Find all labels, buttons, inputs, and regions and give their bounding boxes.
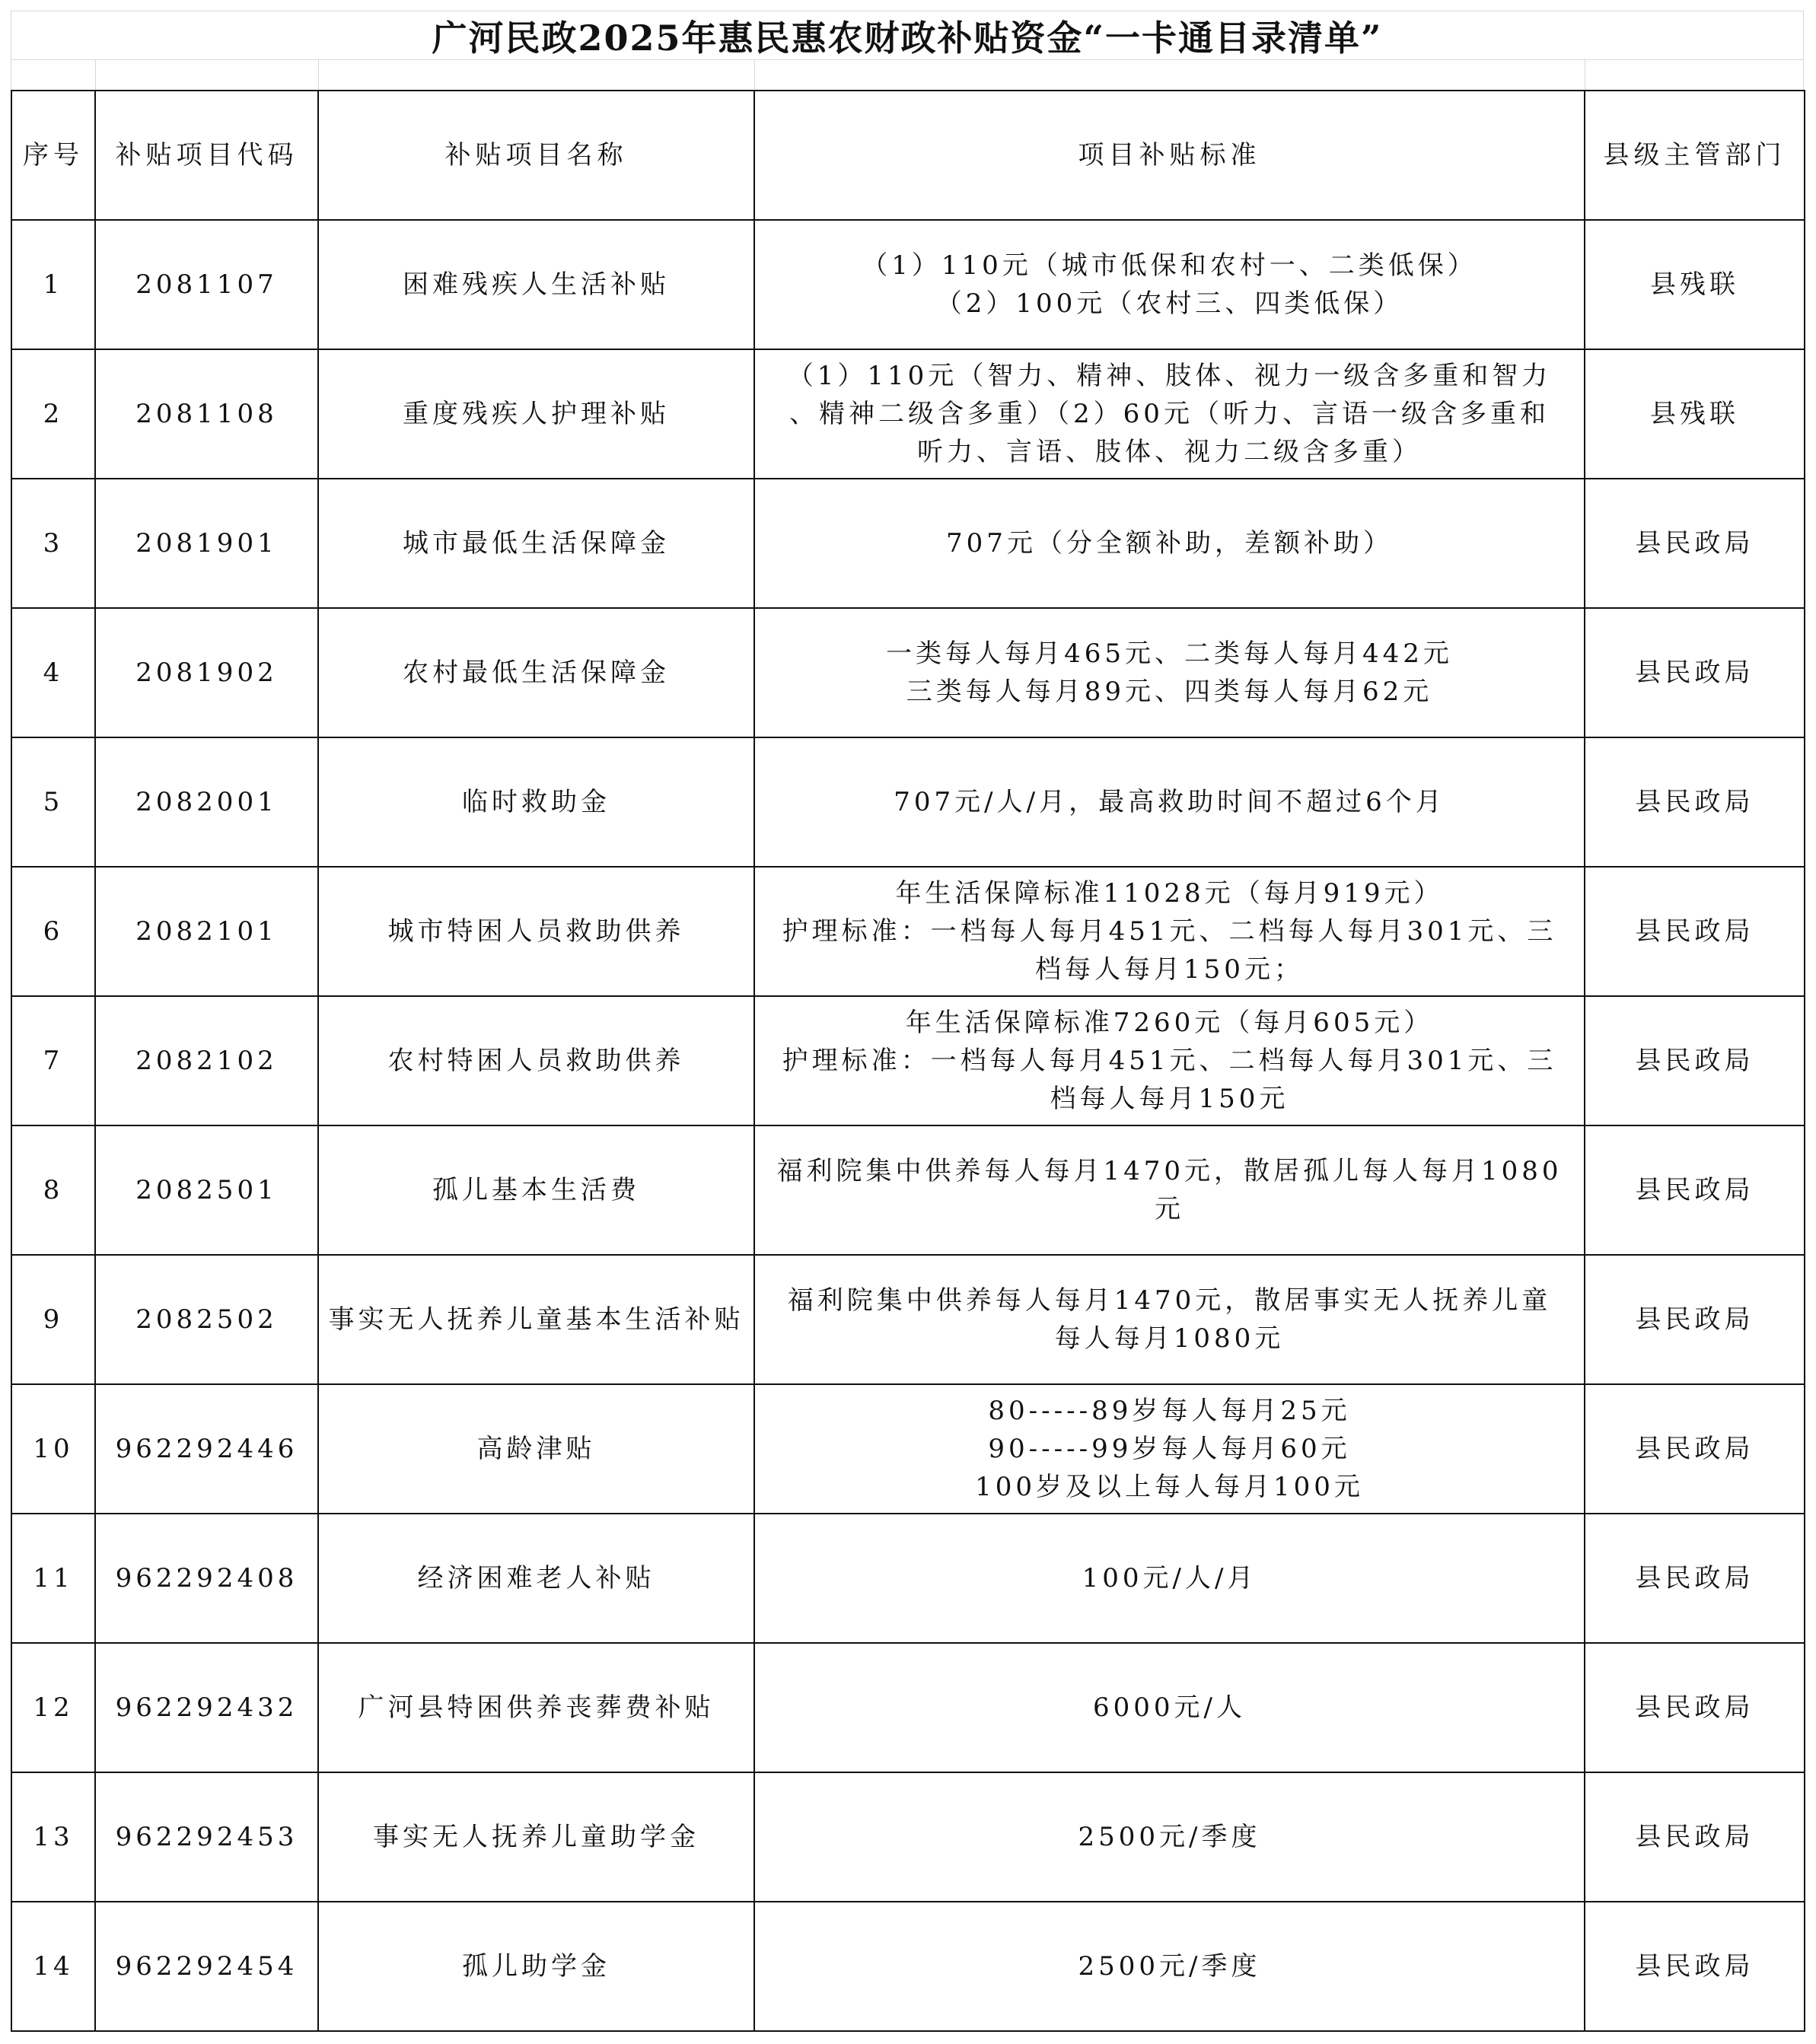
standard-line: 6000元/人: [1093, 1692, 1246, 1723]
cell-project-code: 2081902: [95, 608, 318, 737]
standard-line: 年生活保障标准11028元（每月919元）: [895, 878, 1444, 909]
blank-spacer-row: [11, 59, 1804, 90]
cell-project-code: 2082101: [95, 867, 318, 996]
header-cell-no: 序号: [11, 91, 95, 220]
standard-line: 707元/人/月，最高救助时间不超过6个月: [894, 787, 1445, 817]
cell-project-name: 城市特困人员救助供养: [318, 867, 754, 996]
cell-subsidy-standard: [754, 349, 1585, 479]
cell-department: 县民政局: [1585, 867, 1805, 996]
standard-line: 2500元/季度: [1078, 1951, 1261, 1982]
cell-project-name: 广河县特困供养丧葬费补贴: [318, 1643, 754, 1772]
cell-project-name: 城市最低生活保障金: [318, 479, 754, 608]
cell-department: 县残联: [1585, 220, 1805, 349]
standard-line: 一类每人每月465元、二类每人每月442元: [886, 638, 1453, 669]
standard-line: （2）100元（农村三、四类低保）: [935, 288, 1403, 319]
cell-project-name: 事实无人抚养儿童基本生活补贴: [318, 1255, 754, 1384]
cell-serial-no: 13: [11, 1772, 95, 1902]
cell-project-code: 962292453: [95, 1772, 318, 1902]
cell-project-code: 2081108: [95, 349, 318, 479]
cell-serial-no: 1: [11, 220, 95, 349]
standard-line: （1）110元（智力、精神、肢体、视力一级含多重和智力: [787, 361, 1552, 391]
cell-subsidy-standard: [754, 479, 1585, 608]
table-row: [11, 1643, 1805, 1772]
cell-project-code: 2082501: [95, 1125, 318, 1255]
table-row: [11, 996, 1805, 1125]
cell-department: 县民政局: [1585, 1902, 1805, 2031]
cell-department: 县民政局: [1585, 608, 1805, 737]
standard-line: 90-----99岁每人每月60元: [988, 1434, 1351, 1464]
standard-line: 护理标准：一档每人每月451元、二档每人每月301元、三: [782, 1046, 1557, 1076]
page-title: 广河民政2025年惠民惠农财政补贴资金“一卡通目录清单”: [432, 17, 1383, 59]
cell-serial-no: 11: [11, 1514, 95, 1643]
cell-project-name: 经济困难老人补贴: [318, 1514, 754, 1643]
cell-serial-no: 8: [11, 1125, 95, 1255]
header-cell-standard: 项目补贴标准: [754, 91, 1585, 220]
standard-line: 档每人每月150元: [1050, 1084, 1289, 1114]
cell-department: 县民政局: [1585, 737, 1805, 867]
cell-project-code: 2082001: [95, 737, 318, 867]
cell-department: 县民政局: [1585, 996, 1805, 1125]
standard-line: 每人每月1080元: [1054, 1323, 1285, 1354]
cell-subsidy-standard: [754, 1902, 1585, 2031]
cell-subsidy-standard: [754, 608, 1585, 737]
cell-project-code: 2081901: [95, 479, 318, 608]
cell-serial-no: 10: [11, 1384, 95, 1514]
table-row: [11, 608, 1805, 737]
spreadsheet-page: [11, 11, 1804, 2032]
cell-serial-no: 6: [11, 867, 95, 996]
cell-subsidy-standard: [754, 1255, 1585, 1384]
standard-line: 护理标准：一档每人每月451元、二档每人每月301元、三: [782, 916, 1557, 947]
cell-department: 县民政局: [1585, 1384, 1805, 1514]
cell-subsidy-standard: [754, 1384, 1585, 1514]
cell-project-name: 临时救助金: [318, 737, 754, 867]
table-row: [11, 1255, 1805, 1384]
cell-project-name: 困难残疾人生活补贴: [318, 220, 754, 349]
table-row: [11, 1125, 1805, 1255]
cell-project-name: 农村最低生活保障金: [318, 608, 754, 737]
cell-serial-no: 3: [11, 479, 95, 608]
standard-line: 年生活保障标准7260元（每月605元）: [905, 1008, 1434, 1038]
standard-line: （1）110元（城市低保和农村一、二类低保）: [862, 250, 1477, 281]
cell-project-name: 孤儿基本生活费: [318, 1125, 754, 1255]
header-cell-code: 补贴项目代码: [95, 91, 318, 220]
cell-project-code: 2081107: [95, 220, 318, 349]
table-row: [11, 1772, 1805, 1902]
table-row: [11, 220, 1805, 349]
standard-line: 100岁及以上每人每月100元: [975, 1472, 1364, 1502]
standard-line: 100元/人/月: [1082, 1563, 1257, 1593]
cell-subsidy-standard: [754, 220, 1585, 349]
cell-subsidy-standard: [754, 737, 1585, 867]
subsidy-table: [11, 90, 1805, 2032]
spacer-divider: [318, 60, 319, 90]
table-row: [11, 867, 1805, 996]
cell-subsidy-standard: [754, 1772, 1585, 1902]
cell-subsidy-standard: [754, 1514, 1585, 1643]
cell-serial-no: 14: [11, 1902, 95, 2031]
header-cell-dept: 县级主管部门: [1585, 91, 1805, 220]
table-row: [11, 737, 1805, 867]
table-row: [11, 1384, 1805, 1514]
cell-department: 县民政局: [1585, 1514, 1805, 1643]
cell-serial-no: 5: [11, 737, 95, 867]
cell-project-code: 962292446: [95, 1384, 318, 1514]
cell-subsidy-standard: [754, 1125, 1585, 1255]
spacer-divider: [95, 60, 96, 90]
standard-line: 福利院集中供养每人每月1470元，散居事实无人抚养儿童: [787, 1285, 1552, 1316]
cell-project-code: 962292408: [95, 1514, 318, 1643]
standard-line: 707元（分全额补助，差额补助）: [946, 528, 1393, 559]
standard-line: 、精神二级含多重）（2）60元（听力、言语一级含多重和: [789, 399, 1550, 429]
standard-line: 档每人每月150元；: [1035, 954, 1304, 985]
standard-line: 元: [1155, 1194, 1184, 1224]
standard-line: 2500元/季度: [1078, 1822, 1261, 1852]
cell-project-name: 农村特困人员救助供养: [318, 996, 754, 1125]
cell-subsidy-standard: [754, 1643, 1585, 1772]
header-cell-name: 补贴项目名称: [318, 91, 754, 220]
cell-subsidy-standard: [754, 996, 1585, 1125]
standard-line: 80-----89岁每人每月25元: [988, 1396, 1351, 1426]
cell-project-code: 962292432: [95, 1643, 318, 1772]
cell-project-code: 962292454: [95, 1902, 318, 2031]
cell-project-code: 2082102: [95, 996, 318, 1125]
table-row: [11, 1514, 1805, 1643]
cell-serial-no: 12: [11, 1643, 95, 1772]
standard-line: 听力、言语、肢体、视力二级含多重）: [917, 437, 1422, 467]
cell-department: 县民政局: [1585, 1255, 1805, 1384]
cell-department: 县残联: [1585, 349, 1805, 479]
title-row: [11, 11, 1804, 59]
cell-serial-no: 2: [11, 349, 95, 479]
cell-subsidy-standard: [754, 867, 1585, 996]
standard-line: 三类每人每月89元、四类每人每月62元: [906, 677, 1433, 707]
cell-department: 县民政局: [1585, 1643, 1805, 1772]
table-row: [11, 1902, 1805, 2031]
standard-line: 福利院集中供养每人每月1470元，散居孤儿每人每月1080: [776, 1156, 1563, 1186]
table-row: [11, 349, 1805, 479]
table-header-row: [11, 91, 1805, 220]
cell-serial-no: 9: [11, 1255, 95, 1384]
cell-department: 县民政局: [1585, 1125, 1805, 1255]
cell-project-code: 2082502: [95, 1255, 318, 1384]
cell-serial-no: 4: [11, 608, 95, 737]
cell-project-name: 孤儿助学金: [318, 1902, 754, 2031]
cell-project-name: 重度残疾人护理补贴: [318, 349, 754, 479]
cell-serial-no: 7: [11, 996, 95, 1125]
cell-project-name: 高龄津贴: [318, 1384, 754, 1514]
cell-department: 县民政局: [1585, 1772, 1805, 1902]
cell-department: 县民政局: [1585, 479, 1805, 608]
table-row: [11, 479, 1805, 608]
cell-project-name: 事实无人抚养儿童助学金: [318, 1772, 754, 1902]
spacer-divider: [754, 60, 755, 90]
